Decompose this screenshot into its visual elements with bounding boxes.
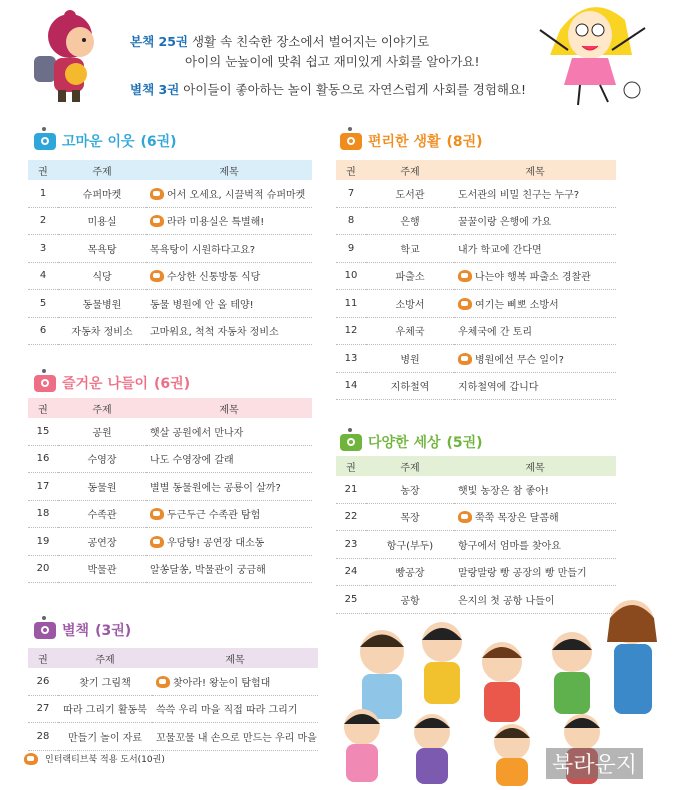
table-row xyxy=(336,558,616,586)
book-topic: 박물관 xyxy=(58,555,146,583)
cheerful-girl-illustration xyxy=(520,0,660,110)
book-title: 꿀꿀이랑 은행에 가요 xyxy=(458,217,552,229)
book-title: 수상한 신통방통 식당 xyxy=(167,272,261,284)
book-title: 고마워요, 척척 자동차 정비소 xyxy=(150,327,279,339)
book-number: 27 xyxy=(28,695,58,723)
book-title: 내가 학교에 간다면 xyxy=(458,244,542,256)
legend-text: 인터랙티브북 적용 도서(10권) xyxy=(45,755,165,765)
section-count: (3권) xyxy=(95,623,132,639)
book-number: 16 xyxy=(28,445,58,473)
interactive-book-icon xyxy=(150,188,164,200)
book-title-cell xyxy=(146,235,312,263)
book-topic: 동물원 xyxy=(58,473,146,501)
book-number: 3 xyxy=(28,235,58,263)
table-row xyxy=(336,476,616,503)
book-topic: 만들기 놀이 자료 xyxy=(58,723,152,751)
book-title: 두근두근 수족관 탐험 xyxy=(167,510,261,522)
interactive-book-icon xyxy=(24,753,38,765)
book-number: 23 xyxy=(336,531,366,559)
intro-text: 생활 속 친숙한 장소에서 벌어지는 이야기로 xyxy=(187,34,430,49)
table-row xyxy=(28,180,312,207)
book-title-cell xyxy=(454,180,616,207)
book-topic: 목욕탕 xyxy=(58,235,146,263)
book-title-cell xyxy=(146,262,312,290)
book-number: 28 xyxy=(28,723,58,751)
section-count: (6권) xyxy=(140,134,177,150)
table-outings xyxy=(28,398,312,583)
table-row xyxy=(28,235,312,263)
book-title: 나도 수영장에 갈래 xyxy=(150,455,234,467)
book-title: 알쏭달쏭, 박물관이 궁금해 xyxy=(150,565,266,577)
book-number: 11 xyxy=(336,290,366,318)
book-title-cell xyxy=(454,207,616,235)
book-title-cell xyxy=(152,723,318,751)
book-title-cell xyxy=(146,290,312,318)
book-title-cell xyxy=(454,262,616,290)
book-number: 8 xyxy=(336,207,366,235)
header-title: 제목 xyxy=(525,462,545,474)
interactive-book-icon xyxy=(150,215,164,227)
book-title-cell xyxy=(146,473,312,501)
book-title-cell xyxy=(146,180,312,207)
book-topic: 따라 그리기 활동북 xyxy=(58,695,152,723)
section-count: (6권) xyxy=(154,376,191,392)
book-number: 15 xyxy=(28,418,58,445)
table-row xyxy=(336,207,616,235)
book-title-cell xyxy=(146,207,312,235)
section-name: 편리한 생활 xyxy=(368,134,441,150)
book-topic: 수족관 xyxy=(58,500,146,528)
section-title-convenient-life xyxy=(340,131,483,151)
header-topic: 주제 xyxy=(400,166,420,178)
table-row xyxy=(28,207,312,235)
book-title-cell xyxy=(454,290,616,318)
table-row xyxy=(28,473,312,501)
book-number: 5 xyxy=(28,290,58,318)
book-title: 쓱쓱 우리 마을 직접 따라 그리기 xyxy=(156,705,298,717)
interactive-book-icon xyxy=(156,676,170,688)
table-supplementary xyxy=(28,648,318,751)
book-title-cell xyxy=(146,555,312,583)
section-name: 고마운 이웃 xyxy=(62,134,135,150)
header-title: 제목 xyxy=(219,404,239,416)
table-row xyxy=(28,500,312,528)
book-topic: 식당 xyxy=(58,262,146,290)
table-convenient-life xyxy=(336,160,616,400)
table-row xyxy=(336,503,616,531)
book-title: 은지의 첫 공항 나들이 xyxy=(458,595,555,607)
intro-line-2: 아이의 눈높이에 맞춰 쉽고 재미있게 사회를 알아가요! xyxy=(185,54,480,69)
header-topic: 주제 xyxy=(92,404,112,416)
camera-icon xyxy=(34,375,56,392)
book-title: 햇빛 농장은 참 좋아! xyxy=(458,485,549,497)
extra-book-count: 별책 3권 xyxy=(130,82,180,97)
book-number: 17 xyxy=(28,473,58,501)
camera-icon xyxy=(34,622,56,639)
table-row xyxy=(28,695,318,723)
header-num: 권 xyxy=(346,462,356,474)
book-number: 26 xyxy=(28,668,58,695)
book-title: 별별 동물원에는 공룡이 살까? xyxy=(150,482,281,494)
book-topic: 우체국 xyxy=(366,317,454,345)
book-title-cell xyxy=(454,372,616,400)
book-topic: 동물병원 xyxy=(58,290,146,318)
watermark: 북라운지 xyxy=(546,748,643,779)
book-title: 여기는 삐뽀 소방서 xyxy=(475,299,559,311)
table-row xyxy=(28,723,318,751)
book-number: 1 xyxy=(28,180,58,207)
camera-icon xyxy=(34,133,56,150)
book-title: 나는야 행복 파출소 경찰관 xyxy=(475,272,591,284)
header-num: 권 xyxy=(38,166,48,178)
book-title-cell xyxy=(454,317,616,345)
book-title: 목욕탕이 시원하다고요? xyxy=(150,244,256,256)
book-title: 꼬물꼬물 내 손으로 만드는 우리 마을 xyxy=(156,732,317,744)
book-topic: 병원 xyxy=(366,345,454,373)
table-row xyxy=(336,290,616,318)
table-row xyxy=(28,290,312,318)
section-count: (8권) xyxy=(446,134,483,150)
book-title-cell xyxy=(454,531,616,559)
header-title: 제목 xyxy=(225,654,245,666)
table-row xyxy=(28,445,312,473)
table-row xyxy=(28,317,312,345)
book-title: 라라 미용실은 특별해! xyxy=(167,217,265,229)
interactive-book-icon xyxy=(150,270,164,282)
book-title-cell xyxy=(146,445,312,473)
book-title-cell xyxy=(146,528,312,556)
main-book-count: 본책 25권 xyxy=(130,34,188,49)
book-number: 18 xyxy=(28,500,58,528)
header-num: 권 xyxy=(38,404,48,416)
book-title-cell xyxy=(454,345,616,373)
interactive-book-icon xyxy=(458,270,472,282)
book-number: 19 xyxy=(28,528,58,556)
book-title: 동물 병원에 안 올 테양! xyxy=(150,299,254,311)
header-topic: 주제 xyxy=(95,654,115,666)
table-row xyxy=(28,418,312,445)
section-title-diverse-world xyxy=(340,432,483,452)
book-title: 어서 오세요, 시끌벅적 슈퍼마켓 xyxy=(167,189,306,201)
book-number: 13 xyxy=(336,345,366,373)
book-number: 21 xyxy=(336,476,366,503)
book-topic: 항구(부두) xyxy=(366,531,454,559)
interactive-book-icon xyxy=(458,298,472,310)
section-name: 다양한 세상 xyxy=(368,435,441,451)
section-name: 별책 xyxy=(62,623,90,639)
section-name: 즐거운 나들이 xyxy=(62,376,149,392)
book-topic: 슈퍼마켓 xyxy=(58,180,146,207)
book-topic: 학교 xyxy=(366,235,454,263)
book-title: 쭉쭉 목장은 달콤해 xyxy=(475,513,559,525)
book-topic: 목장 xyxy=(366,503,454,531)
book-topic: 공항 xyxy=(366,586,454,614)
book-number: 2 xyxy=(28,207,58,235)
table-diverse-world xyxy=(336,456,616,614)
book-title-cell xyxy=(454,235,616,263)
book-number: 24 xyxy=(336,558,366,586)
section-title-neighbors xyxy=(34,131,177,151)
camera-icon xyxy=(340,133,362,150)
interactive-book-icon xyxy=(458,511,472,523)
table-row xyxy=(336,317,616,345)
book-number: 9 xyxy=(336,235,366,263)
book-title-cell xyxy=(454,558,616,586)
book-title: 지하철역에 갑니다 xyxy=(458,382,539,394)
interactive-book-legend xyxy=(24,752,165,765)
section-count: (5권) xyxy=(446,435,483,451)
header-num: 권 xyxy=(38,654,48,666)
book-topic: 소방서 xyxy=(366,290,454,318)
table-row xyxy=(336,180,616,207)
girl-character-illustration xyxy=(28,4,108,104)
book-title: 병원에선 무슨 일이? xyxy=(475,354,564,366)
header-topic: 주제 xyxy=(400,462,420,474)
table-row xyxy=(336,531,616,559)
book-number: 12 xyxy=(336,317,366,345)
book-topic: 공원 xyxy=(58,418,146,445)
book-title-cell xyxy=(146,317,312,345)
book-number: 10 xyxy=(336,262,366,290)
interactive-book-icon xyxy=(150,508,164,520)
book-number: 20 xyxy=(28,555,58,583)
intro-text: 아이들이 좋아하는 놀이 활동으로 자연스럽게 사회를 경험해요! xyxy=(179,82,527,97)
book-topic: 지하철역 xyxy=(366,372,454,400)
table-neighbors xyxy=(28,160,312,345)
header-title: 제목 xyxy=(219,166,239,178)
section-title-supplementary xyxy=(34,620,131,640)
book-number: 14 xyxy=(336,372,366,400)
book-topic: 공연장 xyxy=(58,528,146,556)
book-title: 찾아라! 왕눈이 탐험대 xyxy=(173,677,271,689)
book-title-cell xyxy=(152,695,318,723)
table-row xyxy=(336,372,616,400)
book-number: 4 xyxy=(28,262,58,290)
book-topic: 파출소 xyxy=(366,262,454,290)
table-row xyxy=(28,668,318,695)
table-row xyxy=(28,262,312,290)
book-number: 7 xyxy=(336,180,366,207)
book-title: 말랑말랑 빵 공장의 빵 만들기 xyxy=(458,568,587,580)
book-title-cell xyxy=(152,668,318,695)
book-number: 25 xyxy=(336,586,366,614)
table-row xyxy=(336,345,616,373)
book-title-cell xyxy=(146,418,312,445)
book-title: 항구에서 엄마를 찾아요 xyxy=(458,540,561,552)
book-title-cell xyxy=(454,476,616,503)
header-num: 권 xyxy=(346,166,356,178)
book-number: 22 xyxy=(336,503,366,531)
book-title: 우체국에 간 토리 xyxy=(458,327,532,339)
interactive-book-icon xyxy=(150,536,164,548)
book-topic: 농장 xyxy=(366,476,454,503)
table-row xyxy=(28,555,312,583)
book-title: 우당탕! 공연장 대소동 xyxy=(167,537,265,549)
table-row xyxy=(336,235,616,263)
book-topic: 빵공장 xyxy=(366,558,454,586)
book-title-cell xyxy=(146,500,312,528)
book-topic: 자동차 정비소 xyxy=(58,317,146,345)
book-title: 햇살 공원에서 만나자 xyxy=(150,427,244,439)
table-row xyxy=(336,262,616,290)
book-title-cell xyxy=(454,503,616,531)
book-topic: 찾기 그림책 xyxy=(58,668,152,695)
book-topic: 도서관 xyxy=(366,180,454,207)
header-title: 제목 xyxy=(525,166,545,178)
book-topic: 은행 xyxy=(366,207,454,235)
header-topic: 주제 xyxy=(92,166,112,178)
book-number: 6 xyxy=(28,317,58,345)
book-topic: 수영장 xyxy=(58,445,146,473)
camera-icon xyxy=(340,434,362,451)
book-title: 도서관의 비밀 친구는 누구? xyxy=(458,189,580,201)
interactive-book-icon xyxy=(458,353,472,365)
section-title-outings xyxy=(34,373,190,393)
book-topic: 미용실 xyxy=(58,207,146,235)
table-row xyxy=(28,528,312,556)
